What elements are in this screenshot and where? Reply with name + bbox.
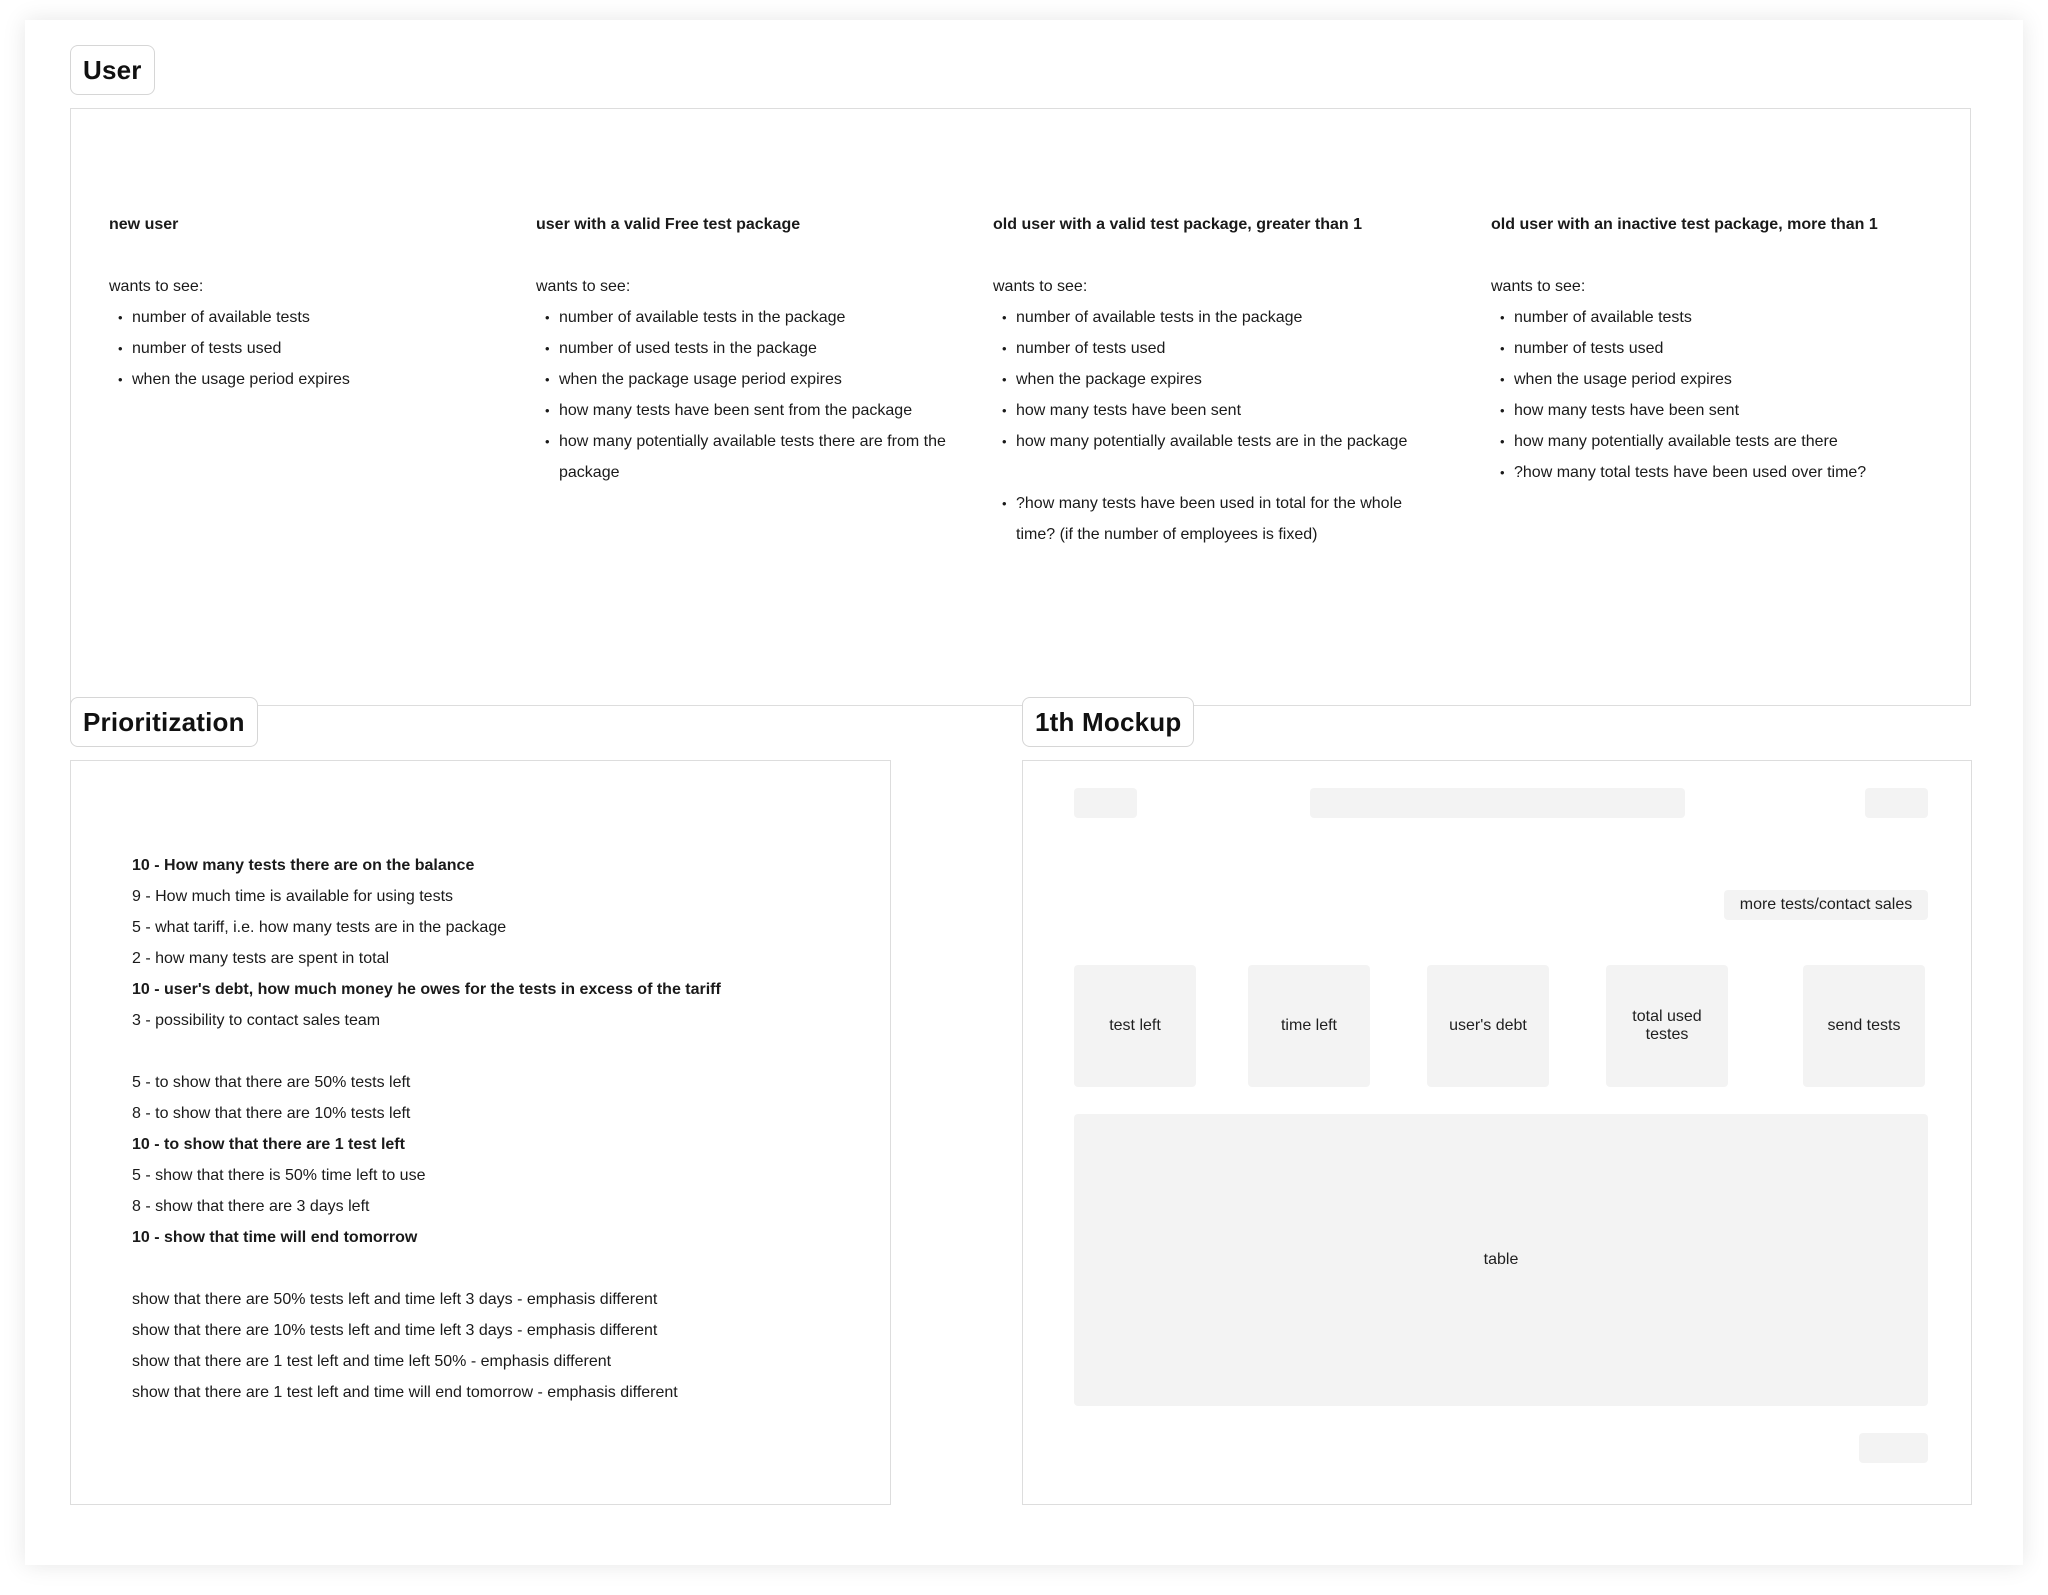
priority-line: 2 - how many tests are spent in total [132,950,390,967]
wants-item: • ?how many tests have been used in total for the whole time? (if the number of employees is fixed) [1016,488,1413,550]
card-total-used-label: total used testes [1632,1008,1702,1043]
user-type-title: old user with an inactive test package, more than 1 [1491,216,1878,233]
wants-item: • how many tests have been sent [1514,395,1911,426]
wants-item: • when the package usage period expires [559,364,956,395]
user-column-free-package [536,209,956,488]
wants-list [993,302,1413,457]
wants-list [536,302,956,488]
priority-line: 10 - to show that there are 1 test left [132,1136,405,1153]
card-send-tests[interactable]: send tests [1803,965,1925,1087]
prioritization-frame [70,760,891,1505]
card-total-used[interactable] [1606,965,1728,1087]
wants-item: • how many potentially available tests are in the package [1016,426,1413,457]
priority-line: 5 - show that there is 50% time left to use [132,1167,426,1184]
wants-to-see-label: wants to see: [109,278,204,295]
contact-sales-button[interactable]: more tests/contact sales [1724,890,1928,920]
priority-line: 5 - to show that there are 50% tests left [132,1074,411,1091]
mockup-frame [1022,760,1972,1505]
user-type-title: new user [109,216,179,233]
user-type-title: user with a valid Free test package [536,216,801,233]
priority-line: show that there are 1 test left and time left 50% - emphasis different [132,1353,612,1370]
wants-list [109,302,489,395]
wants-list-extra [993,488,1413,550]
wants-to-see-label: wants to see: [536,278,631,295]
mockup-profile-placeholder[interactable] [1865,788,1928,818]
user-section-title: User [70,45,155,95]
mockup-search-bar-placeholder[interactable] [1310,788,1685,818]
wants-list [1491,302,1911,488]
wants-item: • how many tests have been sent from the package [559,395,956,426]
wants-item: • ?how many total tests have been used over time? [1514,457,1911,488]
wants-item: • number of tests used [1016,333,1413,364]
priority-line: show that there are 10% tests left and time left 3 days - emphasis different [132,1322,658,1339]
mockup-title: 1th Mockup [1022,697,1194,747]
card-time-left[interactable]: time left [1248,965,1370,1087]
mockup-table-placeholder: table [1074,1114,1928,1406]
wants-item: • when the package expires [1016,364,1413,395]
priority-line: 10 - show that time will end tomorrow [132,1229,418,1246]
wants-item: • number of available tests [132,302,489,333]
prioritization-list [132,850,721,1408]
priority-line: 3 - possibility to contact sales team [132,1012,381,1029]
priority-line: 8 - to show that there are 10% tests left [132,1105,411,1122]
priority-line: 10 - How many tests there are on the balance [132,857,475,874]
user-column-inactive-package [1491,209,1911,488]
mockup-pagination-placeholder[interactable] [1859,1433,1928,1463]
priority-line: show that there are 1 test left and time will end tomorrow - emphasis different [132,1384,678,1401]
priority-line: 8 - show that there are 3 days left [132,1198,370,1215]
card-test-left[interactable]: test left [1074,965,1196,1087]
wants-item: • number of available tests in the package [1016,302,1413,333]
wants-item: • how many tests have been sent [1016,395,1413,426]
priority-line: show that there are 50% tests left and time left 3 days - emphasis different [132,1291,658,1308]
wants-to-see-label: wants to see: [1491,278,1586,295]
priority-spacer [132,1036,721,1067]
wants-item: • number of used tests in the package [559,333,956,364]
user-section-frame [70,108,1971,706]
priority-line: 10 - user's debt, how much money he owes for the tests in excess of the tariff [132,981,721,998]
wants-item: • number of available tests in the package [559,302,956,333]
priority-line: 9 - How much time is available for using tests [132,888,454,905]
user-column-valid-package [993,209,1413,550]
priority-spacer [132,1253,721,1284]
wants-to-see-label: wants to see: [993,278,1088,295]
wants-item: • when the usage period expires [132,364,489,395]
mockup-logo-placeholder [1074,788,1137,818]
board-canvas [25,20,2023,1565]
user-type-title: old user with a valid test package, greater than 1 [993,216,1363,233]
wants-item: • number of available tests [1514,302,1911,333]
card-users-debt[interactable]: user's debt [1427,965,1549,1087]
user-column-new-user [109,209,489,395]
wants-item: • how many potentially available tests there are from the package [559,426,956,488]
wants-item: • number of tests used [132,333,489,364]
wants-item: • when the usage period expires [1514,364,1911,395]
wants-item: • number of tests used [1514,333,1911,364]
prioritization-title: Prioritization [70,697,258,747]
priority-line: 5 - what tariff, i.e. how many tests are in the package [132,919,507,936]
wants-item: • how many potentially available tests are there [1514,426,1911,457]
